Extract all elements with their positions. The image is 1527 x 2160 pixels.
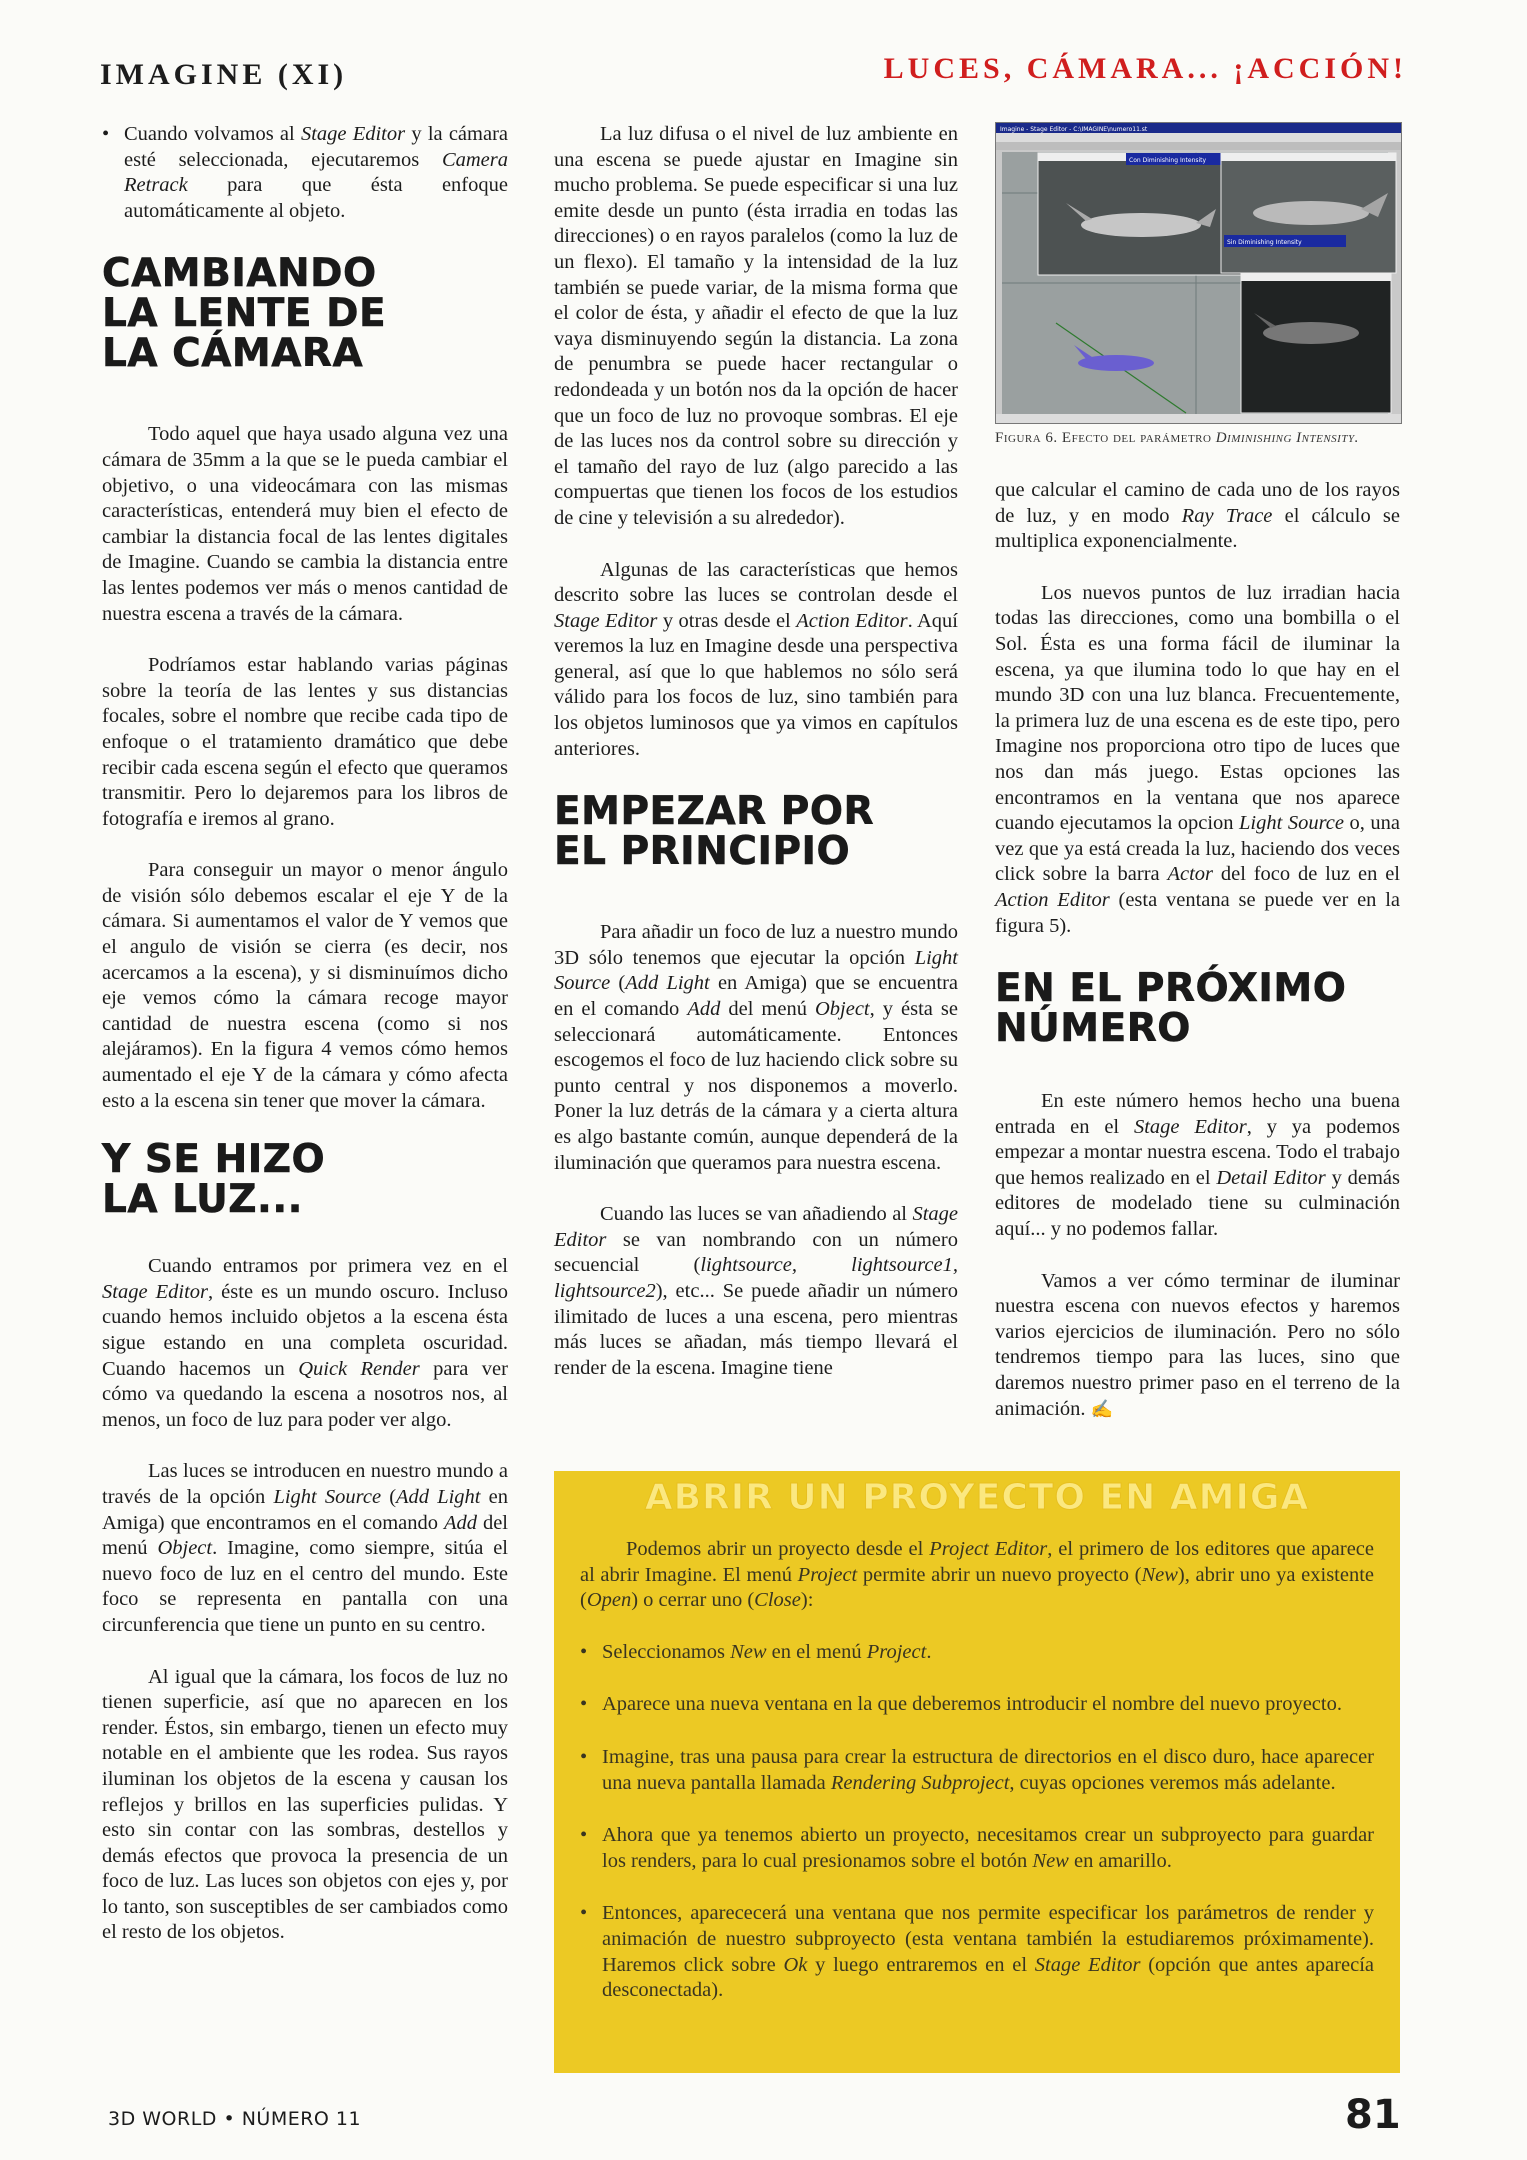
list-item: • Seleccionamos New en el menú Project. bbox=[580, 1640, 1374, 1666]
paragraph: Para añadir un foco de luz a nuestro mundo 3D sólo tenemos que ejecutar la opción Light Source (Add Light en Amiga) que se encuentra en el comando Add del menú Object, y ésta se seleccionará automáticamente. Entonces escogemos el foco de luz haciendo click sobre su punto central y nos disponemos a moverlo. Poner la luz detrás de la cámara y a cierta altura es algo bastante común, aunque dependerá de la iluminación que queramos para nuestra escena. bbox=[554, 921, 958, 1174]
column-3 bbox=[995, 478, 1400, 1448]
end-mark-icon: ✍ bbox=[1090, 1398, 1114, 1419]
stage-editor-screenshot bbox=[996, 123, 1401, 423]
figure-label-with: Con Diminishing Intensity bbox=[1129, 157, 1207, 164]
paragraph: La luz difusa o el nivel de luz ambiente en una escena se puede ajustar en Imagine sin mucho problema. Se puede especificar si una luz emite desde un punto (ésta irradia en todas las direcciones) o en rayos paralelos (como la luz de un flexo). El tamaño y la intensidad de la luz también se puede variar, de la misma forma que el color de ésta, y añadir el efecto de que la luz vaya disminuyendo según la distancia. La zona de penumbra se puede hacer rectangular o redondeada y un botón nos da la opción de hacer que un foco de luz no provoque sombras. El eje de las luces nos da control sobre su dirección y el tamaño del rayo de luz (algo parecido a las compuertas que tienen los focos de los estudios de cine y televisión a su alrededor). bbox=[554, 123, 958, 529]
paragraph: Para conseguir un mayor o menor ángulo de visión sólo debemos escalar el eje Y de la cámara. Si aumentamos el valor de Y vemos que el angulo de visión se cierra (es decir, nos acercamos a la escena), y si disminuímos dicho eje vemos cómo la cámara recoge mayor cantidad de nuestra escena (como si nos alejáramos). En la figura 4 vemos cómo hemos aumentado el eje Y de la cámara y cómo afecta esto a la escena sin tener que mover la cámara. bbox=[102, 859, 508, 1112]
paragraph: Podemos abrir un proyecto desde el Project Editor, el primero de los editores que aparece al abrir Imagine. El menú Project permite abrir un nuevo proyecto (New), abrir uno ya existente (Open) o cerrar uno (Close): bbox=[580, 1538, 1375, 1612]
sidebar-title: ABRIR UN PROYECTO EN AMIGA bbox=[644, 1477, 1310, 1518]
figure-caption: Figura 6. Efecto del parámetro Diminishing Intensity. bbox=[995, 430, 1359, 446]
paragraph: En este número hemos hecho una buena entrada en el Stage Editor, y ya podemos empezar a montar nuestra escena. Todo el trabajo que hemos realizado en el Detail Editor y demás editores de modelado tiene su culminación aquí... y no podemos fallar. bbox=[995, 1090, 1401, 1241]
section-heading: Y SE HIZO LA LUZ... bbox=[102, 1137, 326, 1223]
paragraph: Al igual que la cámara, los focos de luz no tienen superficie, así que no aparecen en los render. Éstos, sin embargo, tienen un efecto muy notable en el ambiente que les rodea. Sus rayos iluminan los objetos de la escena y causan los reflejos y brillos en las superficies pulidas. Y esto sin contar con las sombras, destellos y demás efectos que provoca la presencia de un foco de luz. Las luces son objetos con ejes y, por lo tanto, son susceptibles de ser cambiados como el resto de los objetos. bbox=[102, 1665, 508, 1944]
column-1 bbox=[102, 122, 508, 1972]
list-item: • Cuando volvamos al Stage Editor y la cámara esté seleccionada, ejecutaremos Camera Retrack para que ésta enfoque automáticamente al objeto. bbox=[102, 122, 508, 224]
figure-label-without: Sin Diminishing Intensity bbox=[1227, 239, 1302, 246]
list-item: • Imagine, tras una pausa para crear la estructura de directorios en el disco duro, hace aparecer una nueva pantalla llamada Rendering Subproject, cuyas opciones veremos más adelante. bbox=[580, 1745, 1374, 1796]
running-header-right: LUCES, CÁMARA... ¡ACCIÓN! bbox=[883, 52, 1407, 85]
page-number: 81 bbox=[1345, 2092, 1401, 2138]
column-2 bbox=[554, 122, 958, 1407]
list-item: • Aparece una nueva ventana en la que deberemos introducir el nombre del nuevo proyecto. bbox=[580, 1692, 1374, 1718]
bullet-list bbox=[580, 1640, 1374, 2004]
section-heading: EN EL PRÓXIMO NÚMERO bbox=[995, 966, 1347, 1052]
paragraph: Cuando entramos por primera vez en el Stage Editor, éste es un mundo oscuro. Incluso cuando hemos incluido objetos a la escena ésta sigue estando en una completa oscuridad. Cuando hacemos un Quick Render para ver cómo va quedando la escena a nosotros nos, al menos, un foco de luz para poder ver algo. bbox=[102, 1255, 508, 1431]
section-heading: CAMBIANDO LA LENTE DE LA CÁMARA bbox=[102, 251, 387, 377]
paragraph: Los nuevos puntos de luz irradian hacia todas las direcciones, como una bombilla o el Sol. Ésta es una forma fácil de iluminar la escena, ya que ilumina todo lo que hay en el mundo 3D con una luz blanca. Frecuentemente, la primera luz de una escena es de este tipo, pero Imagine nos proporciona otro tipo de luces que nos dan más juego. Estas opciones las encontramos en la ventana que nos aparece cuando ejecutamos la opcion Light Source o, una vez que ya está creada la luz, haciendo dos veces click sobre la barra Actor del foco de luz en el Action Editor (esta ventana se puede ver en la figura 5). bbox=[995, 581, 1401, 937]
list-item: • Entonces, aparececerá una ventana que nos permite especificar los parámetros de render y animación de nuestro subproyecto (esta ventana también la estudiaremos próximamente). Haremos click sobre Ok y luego entraremos en el Stage Editor (opción que antes aparecía desconectada). bbox=[580, 1901, 1374, 2003]
paragraph: Algunas de las características que hemos descrito sobre las luces se controlan desde el Stage Editor y otras desde el Action Editor. Aquí veremos la luz en Imagine desde una perspectiva general, así que lo que hablemos no sólo será válido para los focos de luz, sino también para los objetos luminosos que ya vimos en capítulos anteriores. bbox=[554, 558, 959, 760]
list-item: • Ahora que ya tenemos abierto un proyecto, necesitamos crear un subproyecto para guardar los renders, para lo cual presionamos sobre el botón New en amarillo. bbox=[580, 1823, 1374, 1874]
paragraph: Las luces se introducen en nuestro mundo a través de la opción Light Source (Add Light en Amiga) que encontramos en el comando Add del menú Object. Imagine, como siempre, sitúa el nuevo foco de luz en el centro del mundo. Este foco se representa en pantalla con una circunferencia que tiene un punto en su centro. bbox=[102, 1460, 508, 1636]
footer-publication: 3D WORLD • NÚMERO 11 bbox=[108, 2108, 362, 2130]
sidebar-body bbox=[580, 1537, 1374, 2031]
running-header-left: IMAGINE (XI) bbox=[100, 58, 348, 91]
figure-6-screenshot bbox=[995, 122, 1402, 424]
paragraph: Cuando las luces se van añadiendo al Stage Editor se van nombrando con un número secuencial (lightsource, lightsource1, lightsource2), etc... Se puede añadir un número ilimitado de luces a una escena, pero mientras más luces se añadan, más tiempo llevará el render de la escena. Imagine tiene bbox=[554, 1203, 958, 1379]
paragraph: que calcular el camino de cada uno de los rayos de luz, y en modo Ray Trace el cálculo se multiplica exponencialmente. bbox=[995, 479, 1400, 553]
paragraph: Podríamos estar hablando varias páginas sobre la teoría de las lentes y sus distancias focales, sobre el nombre que recibe cada tipo de enfoque o el tratamiento dramático que debe recibir cada escena según el efecto que queramos transmitir. Pero lo dejaremos para los libros de fotografía e iremos al grano. bbox=[102, 654, 508, 830]
sidebar-box bbox=[554, 1471, 1400, 2073]
paragraph: Todo aquel que haya usado alguna vez una cámara de 35mm a la que se le pueda cambiar el objetivo, o una videocámara con las mismas características, entenderá muy bien el efecto de cambiar la distancia focal de las lentes digitales de Imagine. Cuando se cambia la distancia entre las lentes podemos ver más o menos cantidad de nuestra escena a través de la cámara. bbox=[102, 423, 508, 625]
paragraph: Vamos a ver cómo terminar de iluminar nuestra escena con nuevos efectos y haremos varios ejercicios de iluminación. Pero no sólo tendremos tiempo para las luces, sino que daremos nuestro primer paso en el terreno de la animación. ✍ bbox=[995, 1269, 1400, 1420]
window-title: Imagine - Stage Editor - C:\IMAGINE\numero11.st bbox=[1000, 126, 1148, 133]
section-heading: EMPEZAR POR EL PRINCIPIO bbox=[554, 789, 875, 875]
bullet-list bbox=[102, 122, 508, 224]
